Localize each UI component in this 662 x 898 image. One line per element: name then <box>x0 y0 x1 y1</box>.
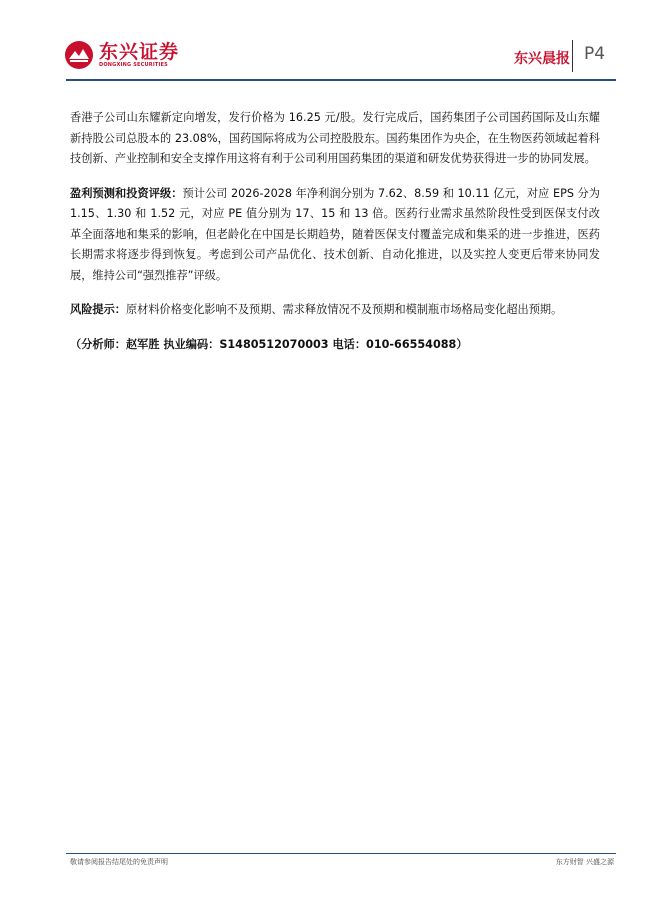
page-header <box>0 0 662 80</box>
paragraph-issuance: 香港子公司山东耀新定向增发，发行价格为 16.25 元/股。发行完成后，国药集团子公司国药国际及山东耀新持股公司总股本的 23.08%，国药国际将成为公司控股股东。国药集团作为央企，在生物医药领域起着科技创新、产业控制和安全支撑作用这将有利于公司利用国药集团的渠道和研发优势获得进一步的协同发展。 <box>70 111 600 165</box>
company-logo <box>64 40 179 70</box>
disclaimer-note: 敬请参阅报告结尾处的免责声明 <box>70 858 168 866</box>
analyst-info: （分析师：赵军胜 执业编码：S1480512070003 电话：010-66554088） <box>70 337 468 351</box>
dongxing-logo-icon <box>64 40 94 70</box>
footer-slogan: 东方财智 兴盛之源 <box>555 858 614 866</box>
forecast-label: 盈利预测和投资评级： <box>70 186 183 200</box>
page-number: P4 <box>584 44 606 64</box>
logo-english-name: DONGXING SECURITIES <box>99 61 168 68</box>
header-rule <box>66 79 616 81</box>
logo-chinese-name: 东兴证券 <box>99 40 180 63</box>
risk-text: 原材料价格变化影响不及预期、需求释放情况不及预期和模制瓶市场格局变化超出预期。 <box>125 303 563 316</box>
footer-rule <box>66 853 616 854</box>
paragraph-forecast <box>70 184 600 287</box>
risk-label: 风险提示： <box>70 303 126 316</box>
header-divider <box>572 40 573 72</box>
forecast-text: 预计公司 2026-2028 年净利润分别为 7.62、8.59 和 10.11 亿元，对应 EPS 分为 1.15、1.30 和 1.52 元，对应 PE 值分别为 17、15 和 13 倍。医药行业需求虽然阶段性受到医保支付改革全面落地和集采的影响，但老龄化在中国是长期趋势，随着医保支付覆盖完成和集采的进一步推进，医药长期需求将逐步得到恢复。考虑到公司产品优化、技术创新、自动化推进，以及实控人变更后带来协同发展，维持公司“强烈推荐”评级。 <box>70 186 600 282</box>
paragraph-risk <box>70 300 600 321</box>
report-body <box>70 108 600 355</box>
report-name: 东兴晨报 <box>514 51 570 67</box>
